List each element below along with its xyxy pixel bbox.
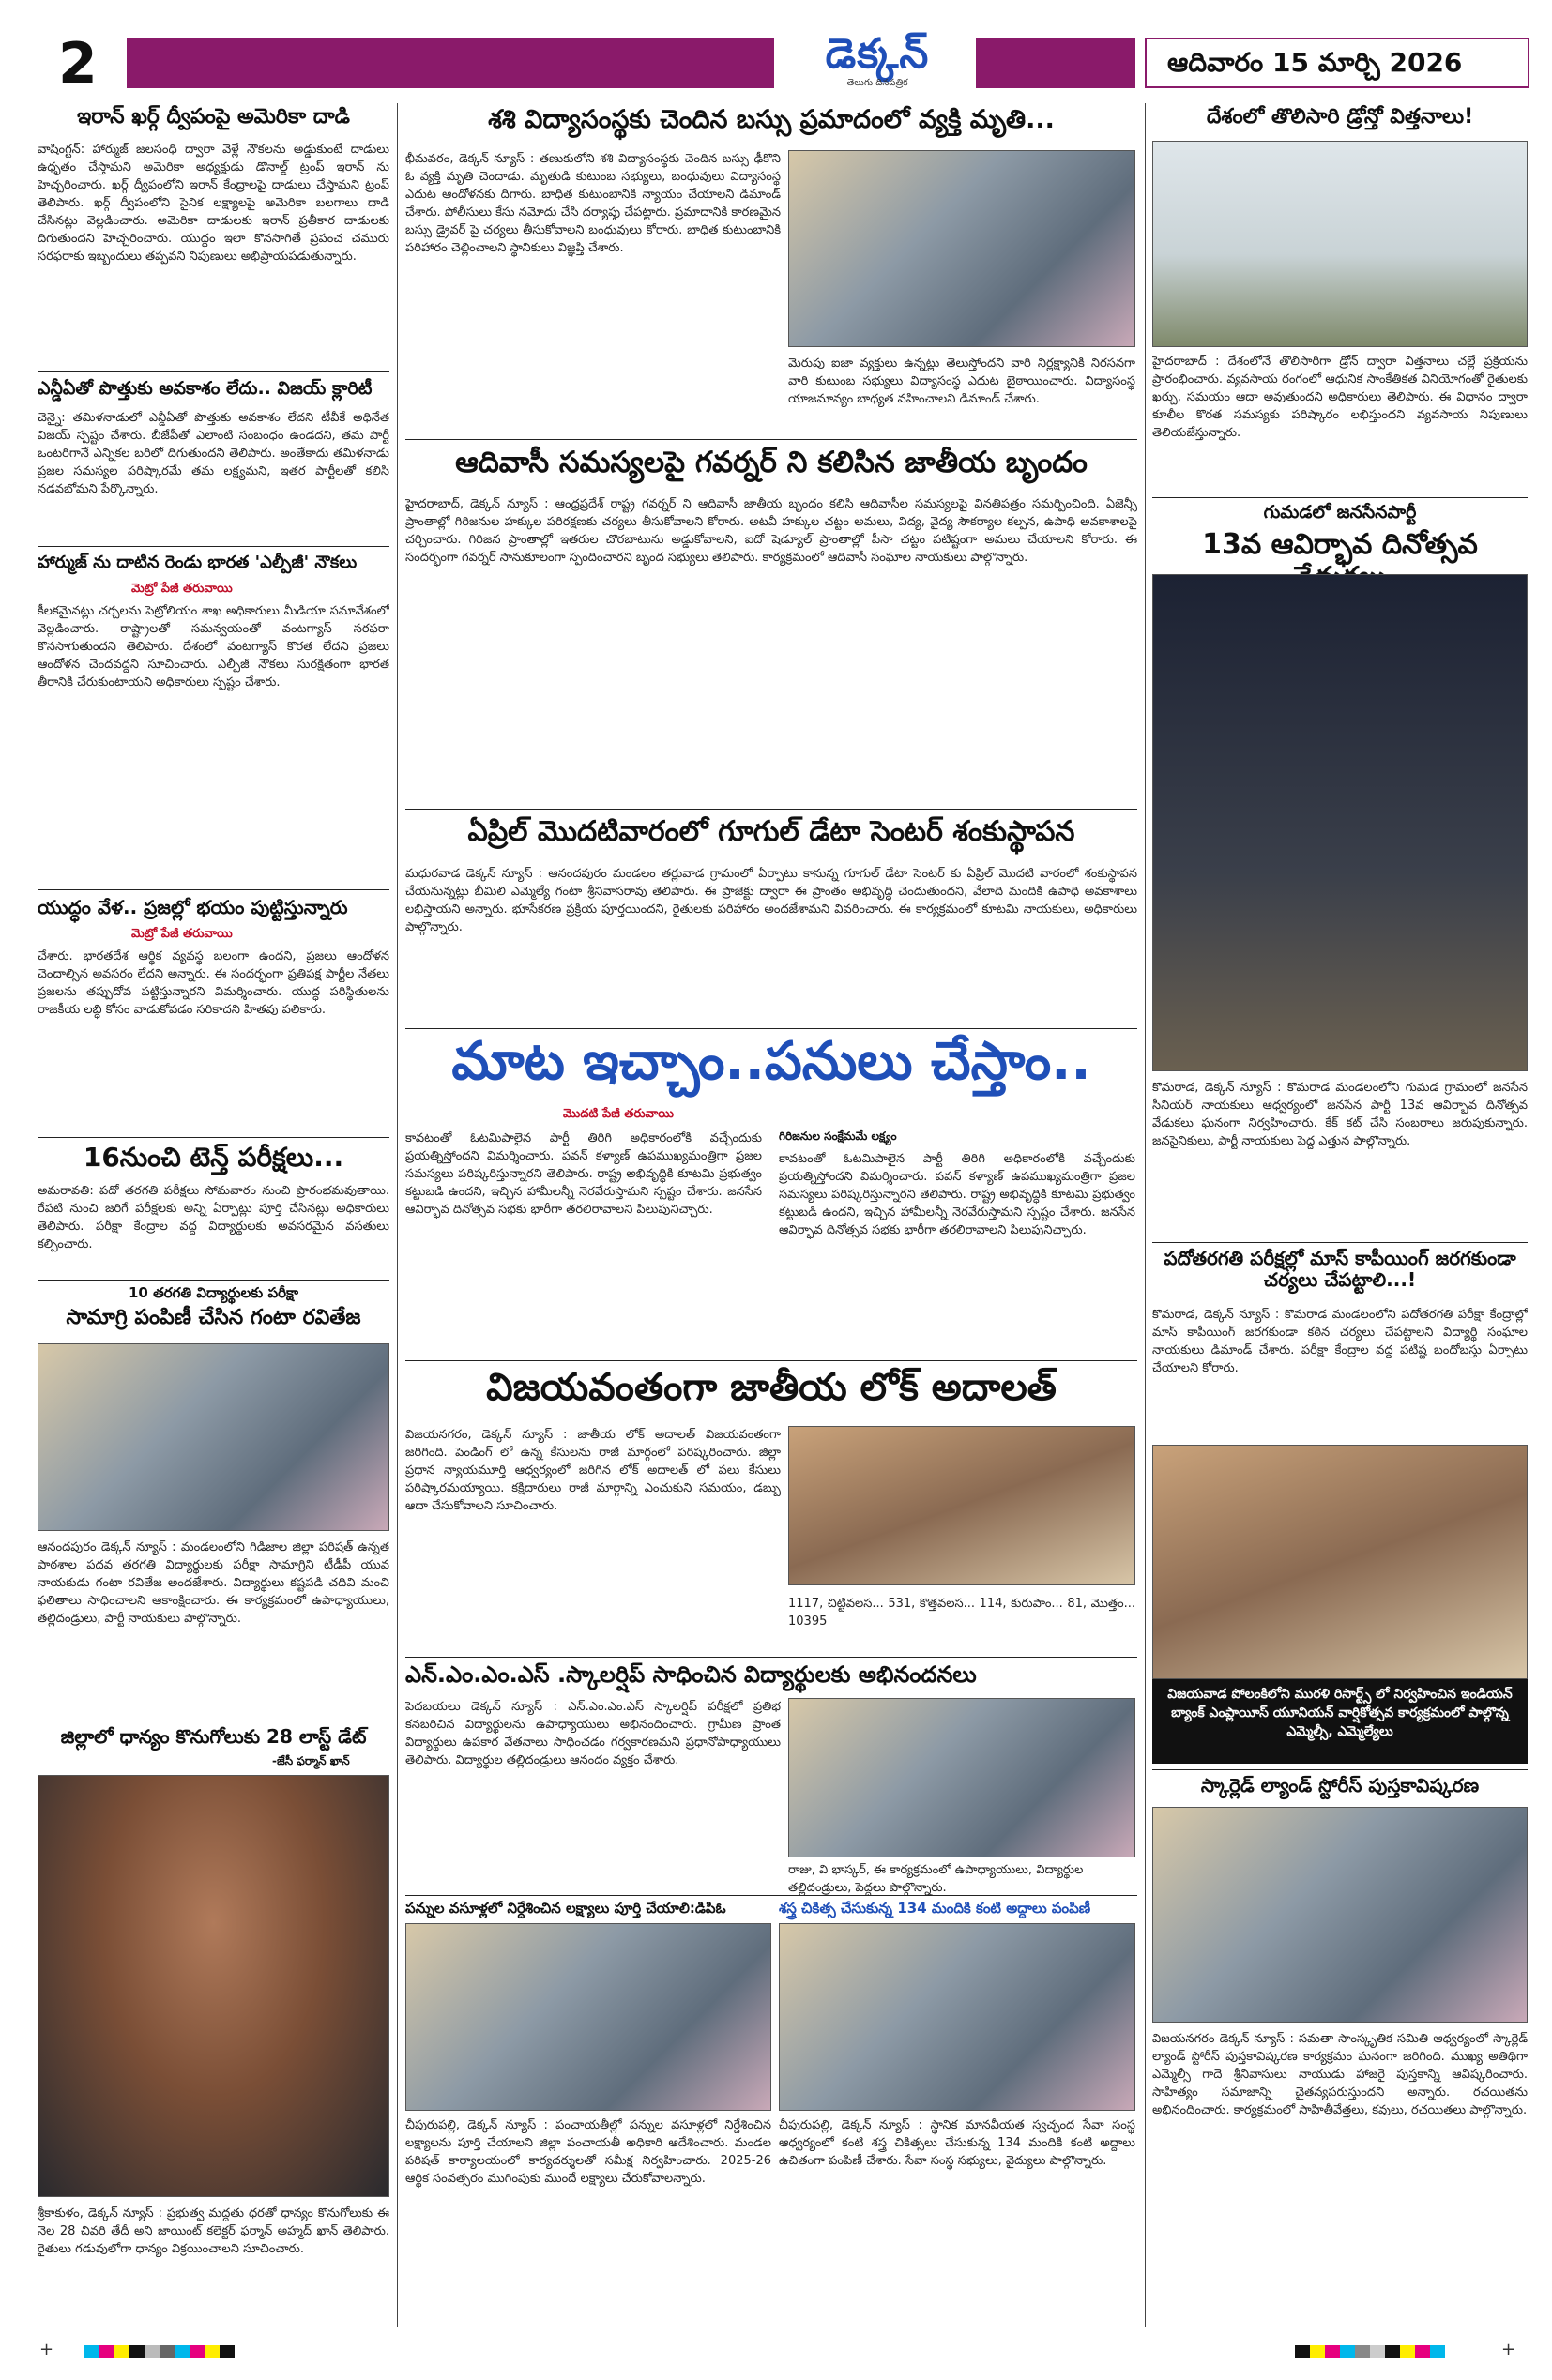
logo-tagline: తెలుగు దినపత్రిక [846, 78, 908, 88]
photo-caption: రాజు, వి భాస్కర్, ఈ కార్యక్రమంలో ఉపాధ్యాయులు, విద్యార్థుల తల్లిదండ్రులు, పెద్దలు పాల్గొన్నారు. [788, 1863, 1084, 1895]
headline-janasena-anniversary: 13వ ఆవిర్భావ దినోత్సవ [1202, 528, 1478, 561]
page-number: 2 [58, 31, 98, 97]
article-nmms-scholarship: పెదబయలు డెక్కన్ న్యూస్ : ఎన్.ఎం.ఎం.ఎస్ స్కాలర్షిప్ పరీక్షలో ప్రతిభ కనబరిచిన విద్యార్థులను ఉపాధ్యాయులు అభినందించారు. గ్రామీణ ప్రాంత విద్యార్థులు ఉపకార వేతనాలు సాధించడం గర్వకారణమని ప్రధానోపాధ్యాయులు తెలిపారు. విద్యార్థుల తల్లిదండ్రులు ఆనందం వ్యక్తం చేశారు. [405, 1700, 781, 1767]
photo-eye-glasses [779, 1923, 1135, 2111]
continuation-label: మెట్రో పేజీ తరువాయి [131, 927, 233, 941]
article-promise-works: కావటంతో ఓటమిపాలైన పార్టీ తిరిగి అధికారంలోకి వచ్చేందుకు ప్రయత్నిస్తోందని విమర్శించారు. పవన్ కళ్యాణ్ ఉపముఖ్యమంత్రిగా ప్రజల సమస్యలు పరిష్కరిస్తున్నారని తెలిపారు. రాష్ట్ర అభివృద్ధికి కూటమి ప్రభుత్వం కట్టుబడి ఉందని, ఇచ్చిన హామీలన్నీ నెరవేరుస్తామని స్పష్టం చేశారు. జనసేన ఆవిర్భావ దినోత్సవ సభకు భారీగా తరలిరావాలని పిలుపునిచ్చారు. [405, 1131, 762, 1217]
article-tenth-exams: అమరావతి: పదో తరగతి పరీక్షలు సోమవారం నుంచి ప్రారంభమవుతాయి. రేపటి నుంచి జరిగే పరీక్షలకు అన్ని ఏర్పాట్లు పూర్తి చేసినట్లు అధికారులు తెలిపారు. పరీక్షా కేంద్రాల వద్ద విద్యార్థులకు అవసరమైన వసతులు కల్పించారు. [38, 1184, 389, 1251]
newspaper-logo [793, 32, 962, 90]
divider [405, 1657, 1137, 1658]
article-lpg-ships: కీలకమైనట్లు చర్చలను పెట్రోలియం శాఖ అధికారులు మీడియా సమావేశంలో వెల్లడించారు. రాష్ట్రాలతో సమన్వయంతో వంటగ్యాస్ సరఫరా కొనసాగుతుందని తెలిపారు. దేశంలో వంటగ్యాస్ కొరత లేదని ప్రజలు ఆందోళన చెందవద్దని సూచించారు. ఎల్పీజీ నౌకలు సురక్షితంగా భారత తీరానికి చేరుకుంటాయని అధికారులు స్పష్టం చేశారు. [38, 604, 389, 690]
divider [38, 1137, 389, 1138]
divider [405, 439, 1137, 440]
headline-lok-adalat: విజయవంతంగా జాతీయ లోక్ అదాలత్ [486, 1366, 1057, 1409]
issue-date: ఆదివారం 15 మార్చి 2026 [1145, 38, 1529, 88]
photo-book-launch [1152, 1807, 1528, 2023]
article-drone-seeds: హైదరాబాద్ : దేశంలోనే తొలిసారిగా డ్రోన్ ద్వారా విత్తనాలు చల్లే ప్రక్రియను ప్రారంభించారు. వ్యవసాయ రంగంలో ఆధునిక సాంకేతికత వినియోగంతో రైతులకు ఖర్చు, సమయం ఆదా అవుతుందని అధికారులు తెలిపారు. ఈ విధానం ద్వారా కూలీల కొరత సమస్యకు పరిష్కారం లభిస్తుందని వ్యవసాయ నిపుణులు తెలియజేస్తున్నారు. [1152, 355, 1528, 440]
article-vijay-nda: చెన్నై: తమిళనాడులో ఎన్డీఏతో పొత్తుకు అవకాశం లేదని టీవీకే అధినేత విజయ్ స్పష్టం చేశారు. బీజేపీతో ఎలాంటి సంబంధం ఉండదని, తమ పార్టీ ఒంటరిగానే ఎన్నికల బరిలో దిగుతుందని తెలిపారు. అంతేకాదు తమిళనాడు ప్రజల సమస్యల పరిష్కారమే తమ లక్ష్యమని, ఇతర పార్టీలతో కలిసి నడవబోమని పేర్కొన్నారు. [38, 411, 389, 496]
byline: -జేసీ ఫర్మాన్ ఖాన్ [272, 1754, 350, 1767]
photo-bus-accident-protest [788, 150, 1135, 347]
photo-nmms-students [788, 1698, 1135, 1857]
column-divider-1 [397, 103, 398, 2327]
headline-tax-collection: పన్నుల వసూళ్లలో నిర్దేశించిన లక్ష్యాలు పూర్తి చేయాలి:డిపిఓ [405, 1900, 726, 1917]
article-promise-works-cont: కావటంతో ఓటమిపాలైన పార్టీ తిరిగి అధికారంలోకి వచ్చేందుకు ప్రయత్నిస్తోందని విమర్శించారు. పవన్ కళ్యాణ్ ఉపముఖ్యమంత్రిగా ప్రజల సమస్యలు పరిష్కరిస్తున్నారని తెలిపారు. రాష్ట్ర అభివృద్ధికి కూటమి ప్రభుత్వం కట్టుబడి ఉందని, ఇచ్చిన హామీలన్నీ నెరవేరుస్తామని స్పష్టం చేశారు. జనసేన ఆవిర్భావ దినోత్సవ సభకు భారీగా తరలిరావాలని పిలుపునిచ్చారు. [779, 1152, 1135, 1237]
registration-mark-right: + [1501, 2340, 1516, 2359]
photo-drone [1152, 141, 1528, 347]
article-bus-accident-cont: మెరుపు ఐజా వ్యక్తులు ఉన్నట్లు తెలుస్తోందని వారి నిర్లక్ష్యానికి నిరసనగా వారి కుటుంబ సభ్యులు విద్యాసంస్థ ఎదుట బైఠాయించారు. విద్యాసంస్థ యాజమాన్యం బాధ్యత వహించాలని డిమాండ్ చేశారు. [788, 356, 1135, 406]
color-registration-bar-left [84, 2345, 235, 2358]
column-divider-2 [1145, 103, 1146, 2327]
headline-mass-copying: పదోతరగతి పరీక్షల్లో మాస్ కాపీయింగ్ జరగకుండా చర్యలు చేపట్టాలి...! [1164, 1247, 1516, 1291]
article-janasena-anniversary: కొమరాడ, డెక్కన్ న్యూస్ : కొమరాడ మండలంలోని గుమడ గ్రామంలో జనసేన సీనియర్ నాయకులు ఆధ్వర్యంలో జనసేన పార్టీ 13వ ఆవిర్భావ దినోత్సవ వేడుకలు ఘనంగా నిర్వహించారు. కేక్ కట్ చేసి సంబరాలు జరుపుకున్నారు. జనసైనికులు, పార్టీ నాయకులు పెద్ద ఎత్తున పాల్గొన్నారు. [1152, 1081, 1528, 1148]
article-eye-glasses: చీపురుపల్లి, డెక్కన్ న్యూస్ : స్థానిక మానవీయత స్వచ్ఛంద సేవా సంస్థ ఆధ్వర్యంలో కంటి శస్త్ర చికిత్సలు చేసుకున్న 134 మందికి కంటి అద్దాలు ఉచితంగా పంపిణీ చేశారు. సేవా సంస్థ సభ్యులు, వైద్యులు పాల్గొన్నారు. [779, 2118, 1135, 2168]
photo-tax-review [405, 1923, 771, 2111]
article-lok-adalat: విజయనగరం, డెక్కన్ న్యూస్ : జాతీయ లోక్ అదాలత్ విజయవంతంగా జరిగింది. పెండింగ్ లో ఉన్న కేసులను రాజీ మార్గంలో పరిష్కరించారు. జిల్లా ప్రధాన న్యాయమూర్తి ఆధ్వర్యంలో జరిగిన లోక్ అదాలత్ లో పలు కేసులు పరిష్కారమయ్యాయి. కక్షిదారులు రాజీ మార్గాన్ని ఎంచుకుని సమయం, డబ్బు ఆదా చేసుకోవాలని సూచించారు. [405, 1428, 781, 1513]
divider [1152, 497, 1528, 498]
headline-bus-accident: శశి విద్యాసంస్థకు చెందిన బస్సు ప్రమాదంలో వ్యక్తి మృతి... [488, 105, 1055, 134]
divider [405, 1895, 1137, 1896]
continuation-label: మొదటి పేజీ తరువాయి [563, 1107, 674, 1121]
headline-eye-glasses: శస్త్ర చికిత్స చేసుకున్న 134 మందికి కంటి అద్దాలు పంపిణీ [779, 1900, 1091, 1917]
headline-paddy-deadline: జిల్లాలో ధాన్యం కొనుగోలుకు 28 లాస్ట్ డేట్ [60, 1725, 367, 1748]
lok-adalat-stats: 1117, చిట్టివలస... 531, కొత్తవలస... 114, కురుపాం... 81, మొత్తం... 10395 [788, 1597, 1135, 1629]
headline-drone-seeds: దేశంలో తొలిసారి డ్రోన్తో విత్తనాలు! [1206, 105, 1474, 129]
photo-janasena-celebration [1152, 574, 1528, 1071]
divider [38, 1280, 389, 1281]
divider [38, 889, 389, 890]
divider [405, 1028, 1137, 1029]
article-adivasi-governor: హైదరాబాద్, డెక్కన్ న్యూస్ : ఆంధ్రప్రదేశ్ రాష్ట్ర గవర్నర్ ని ఆదివాసీ జాతీయ బృందం కలిసి ఆదివాసీల సమస్యలపై వినతిపత్రం సమర్పించింది. ఏజెన్సీ ప్రాంతాల్లో గిరిజనుల హక్కుల పరిరక్షణకు చర్యలు తీసుకోవాలని కోరారు. అటవీ హక్కుల చట్టం అమలు, విద్య, వైద్య సౌకర్యాల కల్పన, ఉపాధి అవకాశాలపై చర్చించారు. గిరిజన ప్రాంతాల్లో ఇతరుల చొరబాటును అడ్డుకోవాలని, ఐదో షెడ్యూల్ ప్రాంతాల్లో పీసా చట్టం పటిష్టంగా అమలు చేయాలని కోరారు. ఈ సందర్భంగా గవర్నర్ సానుకూలంగా స్పందించారని బృంద సభ్యులు తెలిపారు. కార్యక్రమంలో ఆదివాసీ సంఘాల నాయకులు పాల్గొన్నారు. [405, 497, 1137, 565]
masthead-bar-left [127, 38, 774, 88]
divider [405, 1360, 1137, 1361]
headline-lpg-ships: హార్ముజ్ ను దాటిన రెండు భారత 'ఎల్పీజీ' నౌకలు [38, 553, 358, 572]
masthead [38, 30, 1529, 96]
photo-students-exam-material [38, 1343, 389, 1531]
article-mass-copying: కొమరాడ, డెక్కన్ న్యూస్ : కొమరాడ మండలంలోని పదోతరగతి పరీక్షా కేంద్రాల్లో మాస్ కాపీయింగ్ జరగకుండా కఠిన చర్యలు చేపట్టాలని విద్యార్థి సంఘాల నాయకులు డిమాండ్ చేశారు. పరీక్షా కేంద్రాల వద్ద పటిష్ట బందోబస్తు ఏర్పాటు చేయాలని కోరారు. [1152, 1308, 1528, 1375]
color-registration-bar-right [1295, 2345, 1445, 2358]
photo-caption-black: విజయవాడ పోలంకిలోని మురళి రిసార్ట్స్ లో నిర్వహించిన ఇండియన్ బ్యాంక్ ఎంప్లాయీస్ యూనియన్ వార్షికోత్సవ కార్యక్రమంలో పాల్గొన్న ఎమ్మెల్సీ, ఎమ్మెల్యేలు [1152, 1679, 1528, 1764]
photo-joint-collector [38, 1775, 389, 2197]
kicker-janasena: గుమడలో జనసేనపార్టీ [1263, 502, 1417, 523]
article-paddy-deadline: శ్రీకాకుళం, డెక్కన్ న్యూస్ : ప్రభుత్వ మద్దతు ధరతో ధాన్యం కొనుగోలుకు ఈ నెల 28 చివరి తేదీ అని జాయింట్ కలెక్టర్ ఫర్మాన్ అహ్మద్ ఖాన్ తెలిపారు. రైతులు గడువులోగా ధాన్యం విక్రయించాలని సూచించారు. [38, 2206, 389, 2256]
article-war-fear: చేశారు. భారతదేశ ఆర్థిక వ్యవస్థ బలంగా ఉందని, ప్రజలు ఆందోళన చెందాల్సిన అవసరం లేదని అన్నారు. ఈ సందర్భంగా ప్రతిపక్ష పార్టీల నేతలు ప్రజలను తప్పుదోవ పట్టిస్తున్నారని విమర్శించారు. యుద్ధ పరిస్థితులను రాజకీయ లబ్ధి కోసం వాడుకోవడం సరికాదని హితవు పలికారు. [38, 949, 389, 1017]
divider [38, 546, 389, 547]
photo-resort-event [1152, 1445, 1528, 1679]
headline-exam-material: సామాగ్రి పంపిణీ చేసిన గంటా రవితేజ [66, 1306, 361, 1329]
article-exam-material: ఆనందపురం డెక్కన్ న్యూస్ : మండలంలోని గిడిజాల జిల్లా పరిషత్ ఉన్నత పాఠశాల పదవ తరగతి విద్యార్థులకు పరీక్షా సామాగ్రిని టీడీపీ యువ నాయకుడు గంటా రవితేజ అందజేశారు. విద్యార్థులు కష్టపడి చదివి మంచి ఫలితాలు సాధించాలని ఆకాంక్షించారు. ఈ కార్యక్రమంలో ఉపాధ్యాయులు, తల్లిదండ్రులు, పార్టీ నాయకులు పాల్గొన్నారు. [38, 1540, 389, 1626]
headline-nmms-scholarship: ఎన్.ఎం.ఎం.ఎస్ .స్కాలర్షిప్ సాధించిన విద్యార్థులకు అభినందనలు [405, 1661, 977, 1688]
sub-headline: గిరిజనుల సంక్షేమమే లక్ష్యం [779, 1129, 897, 1143]
headline-war-fear: యుద్ధం వేళ.. ప్రజల్లో భయం పుట్టిస్తున్నారు [38, 896, 348, 918]
article-google-datacenter: మధురవాడ డెక్కన్ న్యూస్ : ఆనందపురం మండలం తర్లువాడ గ్రామంలో ఏర్పాటు కానున్న గూగుల్ డేటా సెంటర్ కు ఏప్రిల్ మొదటి వారంలో శంకుస్థాపన చేయనున్నట్లు భీమిలి ఎమ్మెల్యే గంటా శ్రీనివాసరావు తెలిపారు. ఈ ప్రాజెక్టు ద్వారా ఈ ప్రాంతం అభివృద్ధి చెందుతుందని, వేలాది మందికి ఉపాధి అవకాశాలు లభిస్తాయని అన్నారు. భూసేకరణ ప్రక్రియ పూర్తయిందని, రైతులకు పరిహారం అందజేశామని వివరించారు. ఈ కార్యక్రమంలో కూటమి నాయకులు, అధికారులు పాల్గొన్నారు. [405, 867, 1137, 934]
divider [38, 371, 389, 372]
article-book-launch: విజయనగరం డెక్కన్ న్యూస్ : సమతా సాంస్కృతిక సమితి ఆధ్వర్యంలో స్కార్లెడ్ ల్యాండ్ స్టోరీస్ పుస్తకావిష్కరణ కార్యక్రమం ఘనంగా జరిగింది. ముఖ్య అతిథిగా ఎమ్మెల్సీ గాదె శ్రీనివాసులు నాయుడు హాజరై పుస్తకాన్ని ఆవిష్కరించారు. సాహిత్యం సమాజాన్ని చైతన్యపరుస్తుందని అన్నారు. రచయితను అభినందించారు. కార్యక్రమంలో సాహితీవేత్తలు, కవులు, రచయితలు పాల్గొన్నారు. [1152, 2032, 1528, 2117]
masthead-bar-right [976, 38, 1135, 88]
headline-google-datacenter: ఏప్రిల్ మొదటివారంలో గూగుల్ డేటా సెంటర్ శంకుస్థాపన [467, 815, 1075, 848]
article-bus-accident: భీమవరం, డెక్కన్ న్యూస్ : తణుకులోని శశి విద్యాసంస్థకు చెందిన బస్సు ఢీకొని ఓ వ్యక్తి మృతి చెందాడు. మృతుడి కుటుంబ సభ్యులు, బంధువులు విద్యాసంస్థ ఎదుట ఆందోళనకు దిగారు. బాధిత కుటుంబానికి న్యాయం చేయాలని డిమాండ్ చేశారు. పోలీసులు కేసు నమోదు చేసి దర్యాప్తు చేపట్టారు. ప్రమాదానికి కారణమైన బస్సు డ్రైవర్ పై చర్యలు తీసుకోవాలని బంధువులు కోరారు. బాధిత కుటుంబానికి పరిహారం చెల్లించాలని స్థానికులు విజ్ఞప్తి చేశారు. [405, 152, 781, 255]
headline-tenth-exams: 16నుంచి టెన్త్ పరీక్షలు... [83, 1142, 344, 1173]
continuation-label: మెట్రో పేజీ తరువాయి [131, 582, 233, 596]
headline-adivasi-governor: ఆదివాసీ సమస్యలపై గవర్నర్ ని కలిసిన జాతీయ బృందం [455, 446, 1088, 479]
divider [1152, 1769, 1528, 1770]
kicker-exam-material: 10 తరగతి విద్యార్థులకు పరీక్షా [128, 1284, 299, 1301]
headline-vijay-nda: ఎన్డీఏతో పొత్తుకు అవకాశం లేదు.. విజయ్ క్లారిటీ [38, 378, 373, 399]
headline-promise-works: మాట ఇచ్చాం..పనులు చేస్తాం.. [451, 1031, 1091, 1092]
divider [405, 809, 1137, 810]
headline-iran-kharg: ఇరాన్ ఖర్గ్ ద్వీపంపై అమెరికా దాడి [77, 105, 350, 129]
logo-text: డెక్కన్ [825, 30, 930, 78]
photo-lok-adalat [788, 1426, 1135, 1585]
article-tax-collection: చీపురుపల్లి, డెక్కన్ న్యూస్ : పంచాయతీల్లో పన్నుల వసూళ్లలో నిర్దేశించిన లక్ష్యాలను పూర్తి చేయాలని జిల్లా పంచాయతీ అధికారి ఆదేశించారు. మండల పరిషత్ కార్యాలయంలో కార్యదర్శులతో సమీక్ష నిర్వహించారు. 2025-26 ఆర్థిక సంవత్సరం ముగింపుకు ముందే లక్ష్యాలు చేరుకోవాలన్నారు. [405, 2118, 771, 2186]
registration-mark-left: + [39, 2340, 54, 2359]
headline-book-launch: స్కార్లెడ్ ల్యాండ్ స్టోరీస్ పుస్తకావిష్కరణ [1200, 1774, 1480, 1796]
divider [1152, 1242, 1528, 1243]
article-iran-kharg: వాషింగ్టన్: హార్ముజ్ జలసంధి ద్వారా వెళ్లే నౌకలను అడ్డుకుంటే దాడులు ఉధృతం చేస్తామని అమెరికా అధ్యక్షుడు డొనాల్డ్ ట్రంప్ ఇరాన్ ను హెచ్చరించారు. ఖర్గ్ ద్వీపంలోని ఇరాన్ కేంద్రాలపై దాడులు చేస్తామని ట్రంప్ తెలిపారు. ఖర్గ్ ద్వీపంలోని సైనిక లక్ష్యాలపై అమెరికా బలగాలు దాడి చేసినట్లు వెల్లడించారు. అమెరికా దాడులకు ఇరాన్ ప్రతీకార దాడులకు దిగుతుందని హెచ్చరించారు. యుద్ధం ఇలా కొనసాగితే ప్రపంచ చమురు సరఫరాకు ఇబ్బందులు తప్పవని నిపుణులు అభిప్రాయపడుతున్నారు. [38, 143, 389, 264]
